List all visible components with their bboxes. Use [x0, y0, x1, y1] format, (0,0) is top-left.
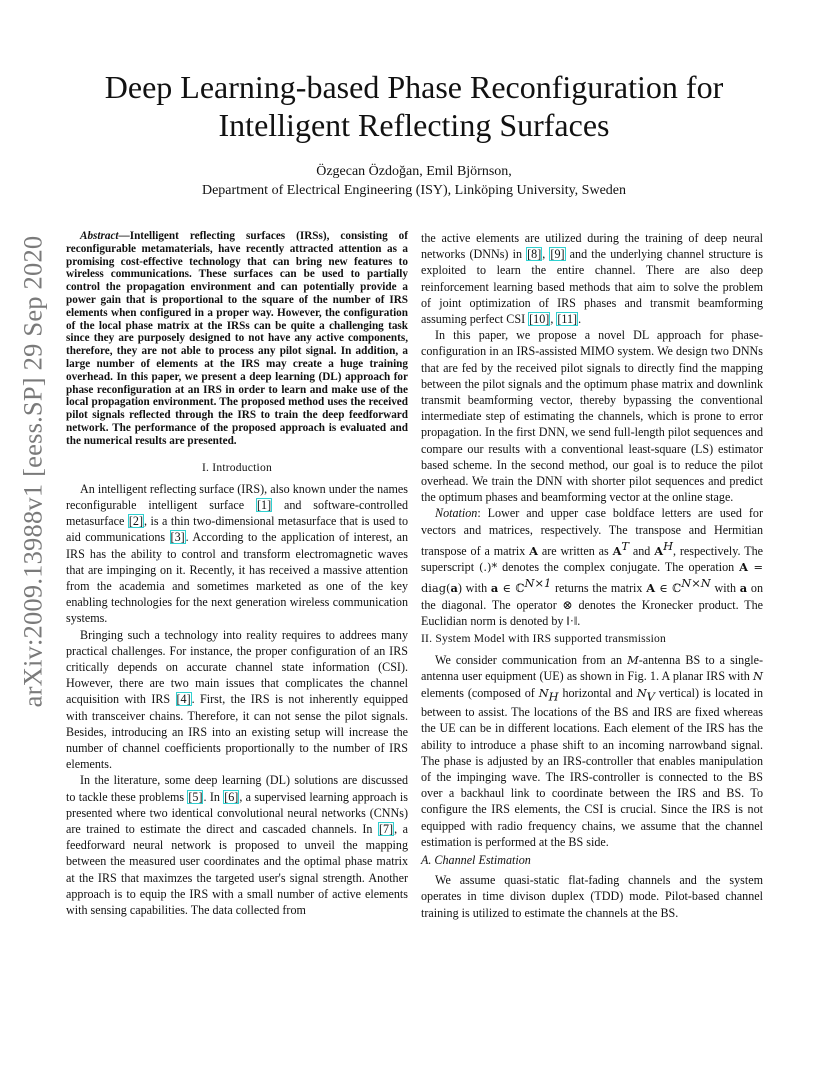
text-run: , a supervised learning approach is presented where two identical convolutional neural networks (CNNs) are trained to estimate the direct and cascaded channels. In	[66, 789, 408, 837]
title-line-1: Deep Learning-based Phase Reconfiguration for	[104, 69, 724, 105]
text-run: : Lower and upper case boldface letters are used for vectors and matrices, respectively. The transpose and Hermitian transpose of a matrix	[421, 506, 763, 558]
author-names: Özgecan Özdoğan, Emil Björnson,	[316, 164, 512, 179]
text-run: ) with	[457, 581, 491, 596]
notation-label: Notation	[435, 506, 478, 521]
system-model-paragraph-2: We assume quasi-static flat-fading channels and the system operates in time divison duplex (TDD) mode. Pilot-based channel training is utilized to estimate the channels at the BS.	[421, 873, 763, 920]
math-subscript: V	[646, 688, 655, 703]
text-run: on the diagonal. The operator ⊗ denotes the Kronecker product. The Euclidian norm is denoted by ‖·‖.	[421, 581, 763, 628]
citation-link[interactable]: [7]	[378, 822, 394, 837]
math-symbol: A	[612, 543, 622, 558]
paper-title	[60, 68, 768, 144]
math-subscript: H	[548, 688, 559, 703]
text-run: An intelligent reflecting surface (IRS), also known under the names reconfigurable intelligent surface	[66, 481, 408, 512]
text-run: ,	[542, 247, 550, 262]
math-symbol: N	[636, 685, 647, 700]
intro-paragraph-2	[66, 627, 408, 773]
subsection-heading-channel-estimation: A. Channel Estimation	[421, 852, 531, 867]
intro-paragraph-1	[66, 481, 408, 627]
text-run: vertical) is located in between to assist. The locations of the BS and IRS are fixed whereas the UE can be in different locations. Each element of the IRS has the ability to introduce a phase shift to an incoming narrowband signal. The phase is adjusted by an IRS-controller that enables manipulation of the impinging wave. The IRS-controller is connected to the BS over a backhaul link to coordinate between the IRS and BS. To configure the IRS elements, the CSI is crucial. Since the IRS is not equipped with radio frequency chains, we assume that the channel estimation is performed at the BS side.	[421, 685, 763, 849]
title-line-2: Intelligent Reflecting Surfaces	[218, 107, 610, 143]
text-run: , a feedforward neural network is proposed to unveil the mapping between the measured user coordinates and the optimal phase matrix at the IRS that maximzes the targeted user's signal strength. Another approach is to equip the IRS with a small number of active elements with sensing capabilities. The data collected from	[66, 822, 408, 918]
math-superscript: N×1	[524, 576, 552, 591]
abstract-text: —Intelligent reflecting surfaces (IRSs), consisting of reconfigurable metamaterials, have recently attracted attention as a promising cost-effective technology that can bring new features to wireless communications. These surfaces can be used to partially control the propagation environment and can potentially provide a power gain that is proportional to the square of the number of IRS elements when configured in a proper way. However, the configuration of the local phase matrix at the IRSs can be quite a challenging task since they are purposely designed to not have any active components, therefore, they are not able to process any pilot signal. In addition, a large number of elements at the IRS may create a huge training overhead. In this paper, we present a deep learning (DL) approach for phase reconfiguration at an IRS in order to learn and make use of the local propagation environment. The proposed method uses the received pilot signals reflected through the IRS to train the deep feedforward network. The performance of the proposed approach is evaluated and the numerical results are presented.	[66, 230, 408, 447]
citation-link[interactable]: [11]	[557, 312, 578, 327]
text-run: are written as	[538, 543, 613, 558]
math-symbol: a	[739, 581, 748, 596]
citation-link[interactable]: [10]	[529, 312, 550, 327]
text-run: -antenna BS to a single-antenna user equipment (UE) as shown in Fig. 1. A planar IRS with	[421, 653, 763, 684]
citation-link[interactable]: [9]	[550, 247, 565, 262]
arxiv-sidebar	[10, 235, 56, 707]
citation-link[interactable]: [8]	[527, 247, 542, 262]
citation-link[interactable]: [1]	[257, 497, 272, 512]
math-symbol: A	[654, 543, 664, 558]
text-run: the active elements are utilized during the training of deep neural networks (DNNs) in	[421, 231, 763, 262]
intro-paragraph-3	[66, 772, 408, 918]
citation-link[interactable]: [6]	[224, 789, 239, 804]
math-symbol: a	[490, 581, 499, 596]
math-symbol: N	[538, 685, 549, 700]
text-run: and software-controlled metasurface	[66, 497, 408, 529]
citation-link[interactable]: [5]	[188, 789, 203, 804]
text-run: and	[629, 543, 655, 558]
abstract-label: Abstract	[80, 230, 119, 242]
intro-paragraph-5: In this paper, we propose a novel DL approach for phase-configuration in an IRS-assisted MIMO system. We design two DNNs that are fed by the received pilot signals to directly find the mapping between the pilot signals and the optimum phase matrix and downlink transmit beamforming vector, thereby bypassing the conventional intermediate step of estimating the channels, which is prone to error propagation. In the first DNN, we send full-length pilot sequences and compare our results with a conventional least-square (LS) estimator based scheme. In the second method, our goal is to reduce the pilot overhead. We train the DNN with shorter pilot sequences and predict the optimum phases and beamforming vector at the online stage.	[421, 328, 763, 505]
math-symbol: ∈ ℂ	[655, 581, 682, 596]
intro-paragraph-4	[421, 230, 763, 327]
section-heading-system-model: II. System Model with IRS supported transmission	[421, 631, 667, 645]
text-run: and the underlying channel structure is exploited to learn the entire channel. There are also deep reinforcement learning based methods that aim to solve the problem of joint optimization of IRS phases and transmit beamforming assuming perfect CSI	[421, 247, 763, 327]
right-column	[421, 230, 763, 921]
author-block	[60, 162, 768, 200]
text-run: , respectively. The superscript	[421, 543, 764, 575]
text-run: . According to the application of interest, an IRS has the ability to control and transform electromagnetic waves that are impinging on it. Recently, it has received a massive attention from the academia and sometimes marketed as one of the key enabling technologies for the next generation wireless communication systems.	[66, 530, 408, 626]
text-run: .	[578, 312, 582, 327]
text-run: . In	[203, 789, 224, 804]
math-superscript: T	[621, 538, 630, 553]
math-symbol: M	[627, 653, 639, 668]
author-affiliation: Department of Electrical Engineering (ISY), Linköping University, Sweden	[201, 183, 627, 198]
math-symbol: A	[646, 581, 656, 596]
left-column	[66, 230, 408, 918]
arxiv-identifier: arXiv:2009.13988v1 [eess.SP] 29 Sep 2020	[17, 235, 48, 707]
text-run: returns the matrix	[551, 581, 647, 596]
text-run: ,	[550, 312, 557, 327]
text-run: elements (composed of	[421, 685, 539, 700]
text-run: We consider communication from an	[435, 653, 628, 668]
math-superscript: H	[663, 538, 673, 553]
text-run: In the literature, some deep learning (DL) solutions are discussed to tackle these problems	[66, 773, 408, 804]
math-symbol: N	[753, 669, 763, 684]
text-run: , is a thin two-dimensional metasurface that is used to aid communications	[66, 514, 408, 545]
text-run: denotes the complex conjugate. The operation	[497, 560, 740, 575]
notation-paragraph	[421, 505, 763, 628]
math-symbol: (.)*	[478, 560, 498, 575]
math-symbol: A	[529, 543, 538, 558]
math-superscript: N×N	[681, 576, 711, 591]
text-run: Bringing such a technology into reality requires to addrees many practical challenges. For instance, the proper configuration of an IRS critically depends on accurate channel state information (CSI). However, there are two main issues that complicates the channel acquisition with IRS	[66, 627, 408, 707]
text-run: . First, the IRS is not inherently equipped with transceiver chains. Therefore, it can not sense the pilot signals. Besides, introducing an IRS into an existing setup will increase the number of channel coefficients proportionally to the number of IRS elements.	[66, 692, 408, 772]
math-symbol: a	[450, 581, 458, 596]
math-symbol: A	[739, 560, 748, 575]
text-run: horizontal and	[558, 685, 637, 700]
abstract	[66, 230, 408, 448]
section-heading-introduction: I. Introduction	[202, 460, 272, 474]
math-symbol: ∈ ℂ	[498, 581, 525, 596]
citation-link[interactable]: [4]	[176, 692, 191, 707]
text-run: with	[710, 581, 740, 596]
math-symbol: = diag(	[421, 560, 763, 596]
citation-link[interactable]: [3]	[170, 530, 185, 545]
citation-link[interactable]: [2]	[128, 514, 143, 529]
system-model-paragraph-1	[421, 652, 763, 850]
